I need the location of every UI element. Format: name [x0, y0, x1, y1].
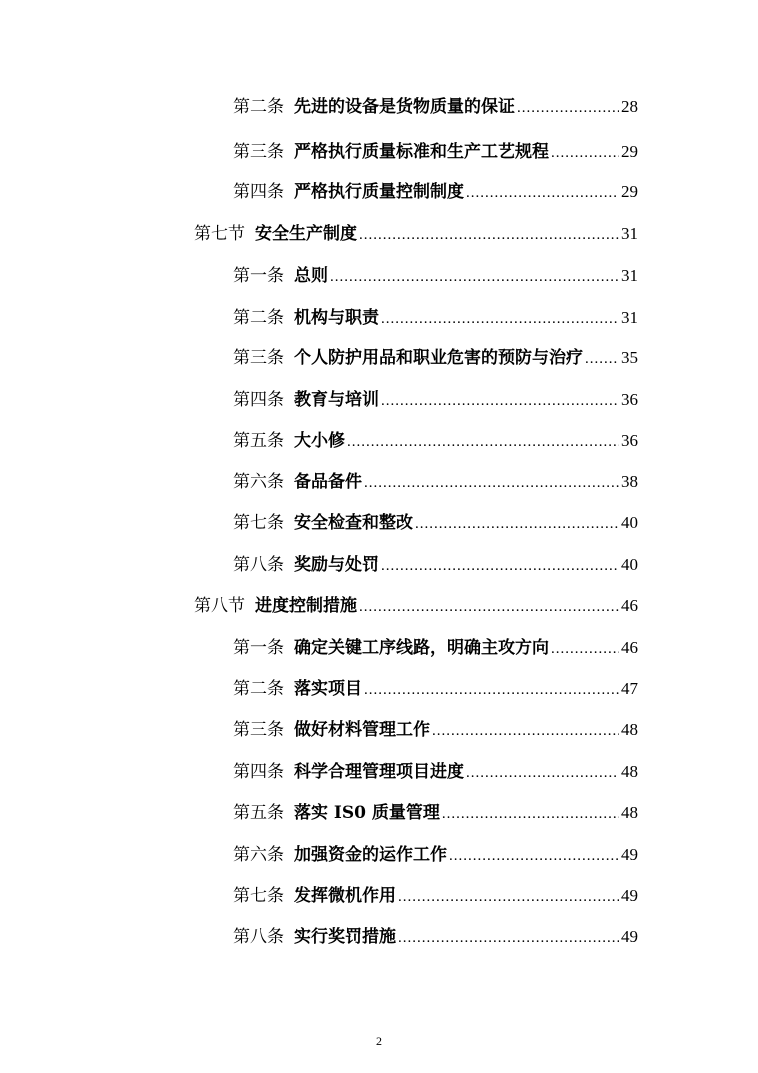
- entry-title: 奖励与处罚: [294, 555, 379, 575]
- entry-title: 进度控制措施: [255, 596, 357, 616]
- entry-title: 安全检查和整改: [294, 513, 413, 533]
- entry-number: 第八条: [233, 927, 284, 947]
- entry-page: 29: [621, 182, 638, 201]
- entry-number: 第五条: [233, 803, 284, 823]
- entry-title: 确定关键工序线路，明确主攻方向: [294, 638, 549, 658]
- entry-page: 29: [621, 142, 638, 161]
- dot-leader: [398, 923, 619, 953]
- toc-entry[interactable]: [233, 715, 638, 745]
- dot-leader: [415, 509, 619, 539]
- entry-number: 第六条: [233, 845, 284, 865]
- entry-page: 36: [621, 431, 638, 450]
- toc-entry[interactable]: [233, 137, 638, 167]
- toc-entry[interactable]: [233, 467, 638, 497]
- entry-title: 严格执行质量标准和生产工艺规程: [294, 142, 549, 162]
- entry-number: 第七条: [233, 886, 284, 906]
- entry-page: 38: [621, 472, 638, 491]
- entry-page: 48: [621, 762, 638, 781]
- dot-leader: [347, 427, 619, 457]
- toc-entry[interactable]: [233, 633, 638, 663]
- toc-entry[interactable]: [233, 508, 638, 538]
- entry-title: 严格执行质量控制制度: [294, 182, 464, 202]
- entry-title: 教育与培训: [294, 390, 379, 410]
- dot-leader: [449, 841, 619, 871]
- dot-leader: [432, 716, 619, 746]
- entry-page: 36: [621, 390, 638, 409]
- toc-entry[interactable]: [233, 881, 638, 911]
- entry-page: 49: [621, 845, 638, 864]
- entry-page: 46: [621, 596, 638, 615]
- toc-entry[interactable]: [233, 177, 638, 207]
- dot-leader: [359, 592, 619, 622]
- entry-number: 第四条: [233, 182, 284, 202]
- entry-number: 第八节: [194, 596, 245, 616]
- dot-leader: [381, 551, 619, 581]
- entry-number: 第三条: [233, 142, 284, 162]
- entry-number: 第二条: [233, 97, 284, 117]
- dot-leader: [466, 178, 619, 208]
- dot-leader: [466, 758, 619, 788]
- entry-page: 46: [621, 638, 638, 657]
- entry-title: 实行奖罚措施: [294, 927, 396, 947]
- toc-entry[interactable]: [233, 426, 638, 456]
- entry-number: 第六条: [233, 472, 284, 492]
- toc-entry[interactable]: [233, 674, 638, 704]
- entry-title: 先进的设备是货物质量的保证: [294, 97, 515, 117]
- toc-entry[interactable]: [233, 840, 638, 870]
- entry-page: 48: [621, 720, 638, 739]
- entry-number: 第七节: [194, 224, 245, 244]
- toc-entry[interactable]: [233, 550, 638, 580]
- entry-number: 第二条: [233, 679, 284, 699]
- entry-title: 发挥微机作用: [294, 886, 396, 906]
- entry-page: 40: [621, 555, 638, 574]
- entry-page: 31: [621, 224, 638, 243]
- dot-leader: [381, 386, 619, 416]
- page-number: 2: [376, 1034, 382, 1048]
- dot-leader: [585, 344, 619, 374]
- entry-number: 第二条: [233, 308, 284, 328]
- toc-section-entry[interactable]: [194, 219, 638, 249]
- dot-leader: [551, 138, 619, 168]
- dot-leader: [359, 220, 619, 250]
- entry-number: 第八条: [233, 555, 284, 575]
- entry-title: 落实 IS0 质量管理: [294, 803, 440, 823]
- entry-page: 28: [621, 97, 638, 116]
- toc-entry[interactable]: [233, 261, 638, 291]
- toc-entry[interactable]: [233, 92, 638, 122]
- entry-title: 安全生产制度: [255, 224, 357, 244]
- entry-page: 35: [621, 348, 638, 367]
- entry-title: 加强资金的运作工作: [294, 845, 447, 865]
- toc-section-entry[interactable]: [194, 591, 638, 621]
- entry-page: 31: [621, 266, 638, 285]
- entry-title: 科学合理管理项目进度: [294, 762, 464, 782]
- entry-title: 大小修: [294, 431, 345, 451]
- dot-leader: [398, 882, 619, 912]
- entry-title: 总则: [294, 266, 328, 286]
- entry-page: 47: [621, 679, 638, 698]
- dot-leader: [330, 262, 619, 292]
- entry-title: 落实项目: [294, 679, 362, 699]
- entry-title: 做好材料管理工作: [294, 720, 430, 740]
- toc-entry[interactable]: [233, 757, 638, 787]
- entry-number: 第四条: [233, 762, 284, 782]
- entry-page: 40: [621, 513, 638, 532]
- entry-title: 机构与职责: [294, 308, 379, 328]
- entry-title: 个人防护用品和职业危害的预防与治疗: [294, 348, 583, 368]
- entry-number: 第三条: [233, 348, 284, 368]
- toc-entry[interactable]: [233, 303, 638, 333]
- toc-entry[interactable]: [233, 385, 638, 415]
- entry-number: 第一条: [233, 266, 284, 286]
- dot-leader: [364, 675, 619, 705]
- toc-entry[interactable]: [233, 343, 638, 373]
- entry-page: 49: [621, 886, 638, 905]
- toc-entry[interactable]: [233, 798, 638, 828]
- dot-leader: [381, 304, 619, 334]
- dot-leader: [517, 93, 619, 123]
- dot-leader: [551, 634, 619, 664]
- entry-number: 第三条: [233, 720, 284, 740]
- dot-leader: [364, 468, 619, 498]
- entry-page: 49: [621, 927, 638, 946]
- entry-number: 第七条: [233, 513, 284, 533]
- entry-number: 第四条: [233, 390, 284, 410]
- entry-title: 备品备件: [294, 472, 362, 492]
- entry-number: 第五条: [233, 431, 284, 451]
- toc-entry[interactable]: [233, 922, 638, 952]
- entry-number: 第一条: [233, 638, 284, 658]
- entry-page: 31: [621, 308, 638, 327]
- dot-leader: [442, 799, 619, 829]
- entry-page: 48: [621, 803, 638, 822]
